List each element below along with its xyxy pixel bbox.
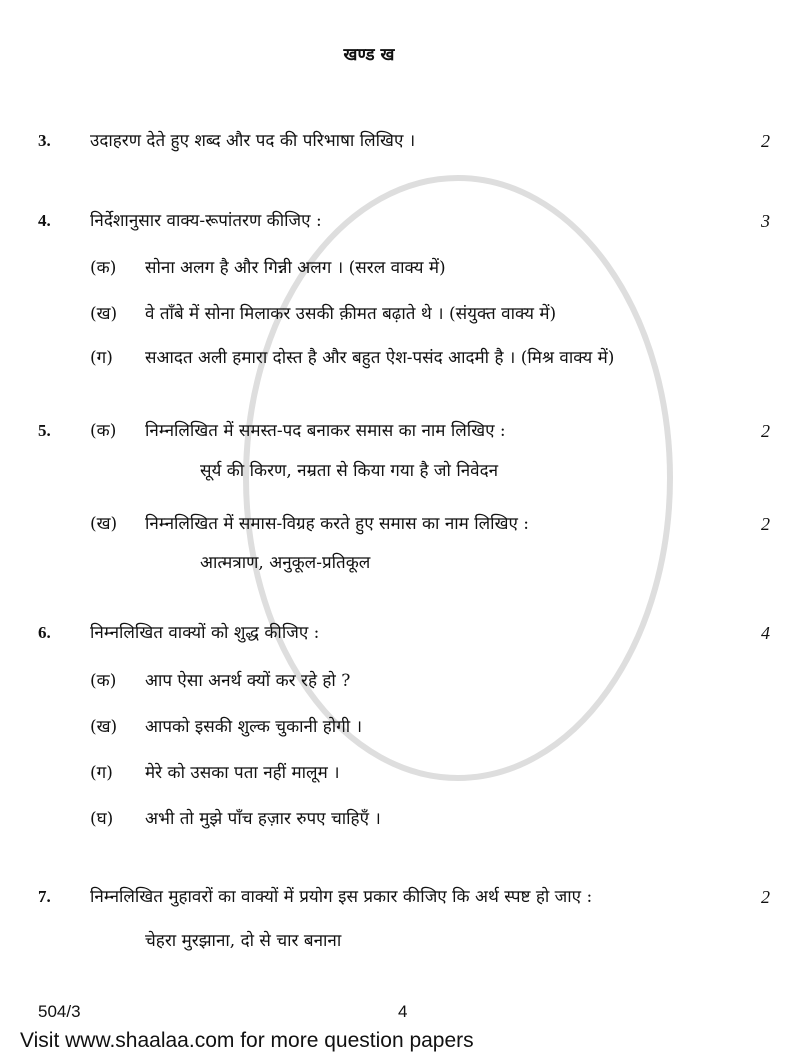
part-text: मेरे को उसका पता नहीं मालूम । — [145, 763, 340, 783]
question-4 — [38, 210, 770, 232]
part-text: सआदत अली हमारा दोस्त है और बहुत ऐश-पसंद आदमी है । (मिश्र वाक्य में) — [145, 348, 615, 368]
question-part — [38, 303, 770, 325]
question-subline — [38, 552, 770, 574]
question-part — [38, 762, 770, 784]
part-text: आप ऐसा अनर्थ क्यों कर रहे हो ? — [145, 671, 351, 691]
part-label: (ख) — [90, 514, 118, 534]
question-paper-content — [38, 44, 770, 952]
part-label: (क) — [90, 258, 117, 278]
question-7 — [38, 886, 770, 908]
question-5a — [38, 420, 770, 442]
question-subline — [38, 460, 770, 482]
question-5b — [38, 513, 770, 535]
question-part — [38, 716, 770, 738]
question-marks: 2 — [761, 131, 770, 151]
question-part — [38, 670, 770, 692]
part-text: आपको इसकी शुल्क चुकानी होगी । — [145, 717, 363, 737]
question-part — [38, 347, 770, 369]
question-number: 4. — [38, 211, 51, 230]
question-marks: 3 — [761, 211, 770, 231]
part-text: वे ताँबे में सोना मिलाकर उसकी क़ीमत बढ़ाते थे । (संयुक्त वाक्य में) — [145, 304, 557, 324]
question-part — [38, 257, 770, 279]
section-title: खण्ड ख — [343, 45, 395, 65]
paper-code: 504/3 — [38, 1002, 81, 1021]
part-subtext: सूर्य की किरण, नम्रता से किया गया है जो निवेदन — [200, 461, 499, 481]
part-text: निम्नलिखित में समास-विग्रह करते हुए समास का नाम लिखिए : — [145, 514, 530, 534]
question-6 — [38, 622, 770, 644]
question-text: निम्नलिखित मुहावरों का वाक्यों में प्रयोग इस प्रकार कीजिए कि अर्थ स्पष्ट हो जाए : — [90, 887, 593, 907]
question-number: 7. — [38, 887, 51, 906]
question-subline — [38, 930, 770, 952]
question-marks: 2 — [761, 421, 770, 441]
page-number: 4 — [398, 1002, 408, 1021]
part-label: (क) — [90, 671, 117, 691]
question-marks: 4 — [761, 623, 770, 643]
part-label: (ख) — [90, 304, 118, 324]
question-number: 5. — [38, 421, 51, 440]
question-number: 6. — [38, 623, 51, 642]
part-subtext: आत्मत्राण, अनुकूल-प्रतिकूल — [200, 553, 371, 573]
question-marks: 2 — [761, 514, 770, 534]
part-label: (घ) — [90, 809, 114, 829]
visit-link[interactable]: Visit www.shaalaa.com for more question papers — [20, 1029, 474, 1052]
question-subtext: चेहरा मुरझाना, दो से चार बनाना — [145, 931, 342, 951]
question-number: 3. — [38, 131, 51, 150]
question-part — [38, 808, 770, 830]
question-text: निम्नलिखित वाक्यों को शुद्ध कीजिए : — [90, 623, 320, 643]
part-label: (ग) — [90, 348, 113, 368]
question-text: उदाहरण देते हुए शब्द और पद की परिभाषा लिखिए । — [90, 131, 416, 151]
part-label: (ख) — [90, 717, 118, 737]
part-text: सोना अलग है और गिन्नी अलग । (सरल वाक्य में) — [145, 258, 446, 278]
question-3 — [38, 130, 770, 152]
part-label: (क) — [90, 421, 117, 441]
part-text: अभी तो मुझे पाँच हज़ार रुपए चाहिएँ । — [145, 809, 381, 829]
question-text: निर्देशानुसार वाक्य-रूपांतरण कीजिए : — [90, 211, 322, 231]
question-marks: 2 — [761, 887, 770, 907]
part-label: (ग) — [90, 763, 113, 783]
part-text: निम्नलिखित में समस्त-पद बनाकर समास का नाम लिखिए : — [145, 421, 506, 441]
